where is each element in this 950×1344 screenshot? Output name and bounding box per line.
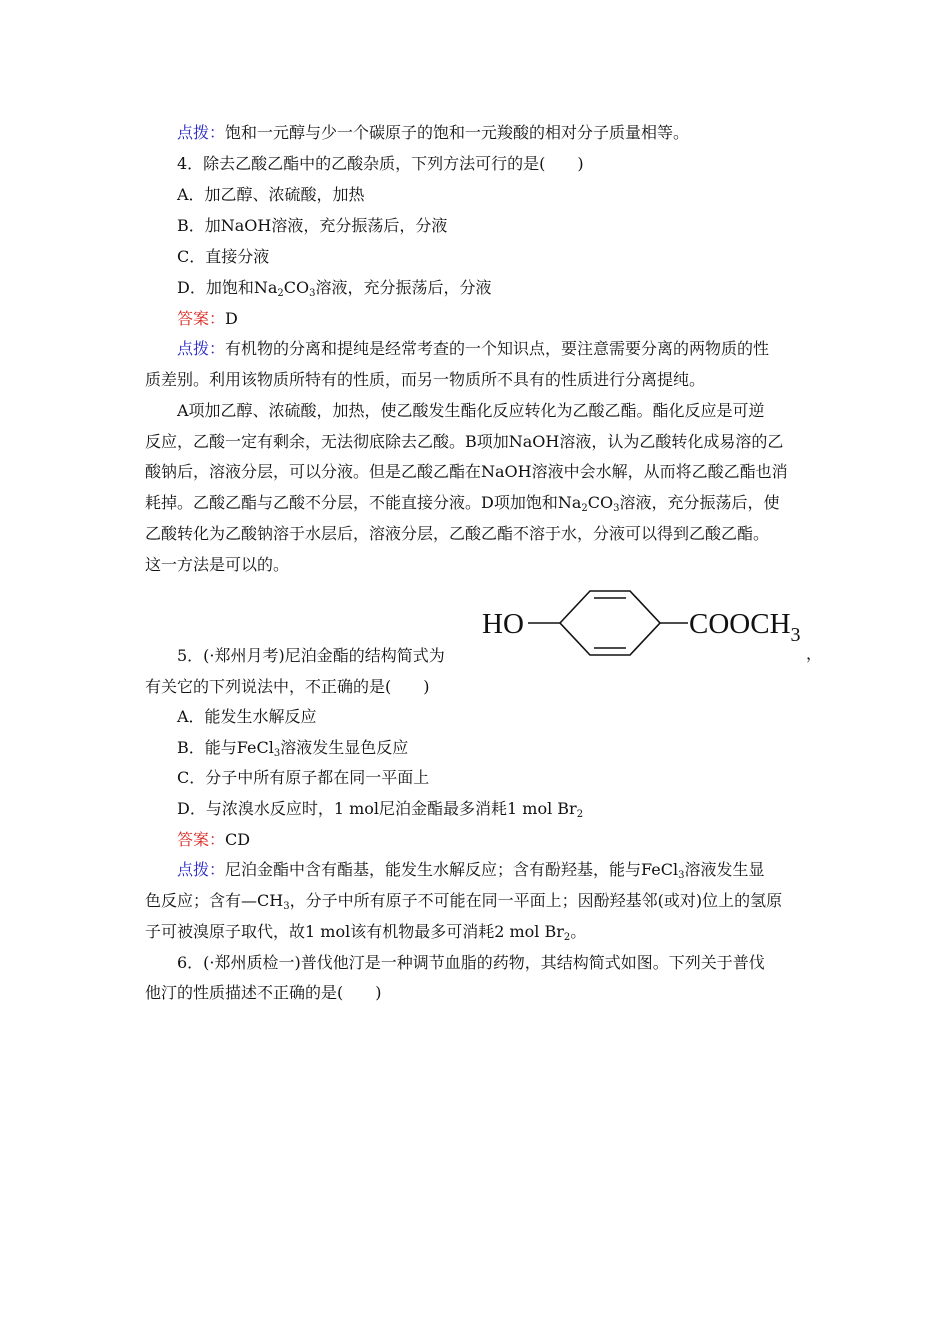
q5-option-a: A．能发生水解反应	[177, 707, 317, 726]
q5-stem-comma: ，	[806, 644, 823, 663]
q4-hint-line-1: 点拨：有机物的分离和提纯是经常考查的一个知识点，要注意需要分离的两物质的性	[177, 339, 770, 358]
q4-option-d: D．加饱和$Na_2CO_3$溶液，充分振荡后，分液	[177, 278, 492, 299]
q5-hint-line-3: 子可被溴原子取代，故1 mol该有机物最多可消耗2 mol $Br_2$。	[145, 922, 587, 943]
q5-option-d: D．与浓溴水反应时，1 mol尼泊金酯最多消耗1 mol $Br_2$	[177, 799, 584, 820]
q5-answer: 答案：CD	[177, 830, 251, 849]
q4-hint-line-2: 质差别。利用该物质所特有的性质，而另一物质所不具有的性质进行分离提纯。	[145, 370, 706, 389]
q5-hint-line-1: 点拨：尼泊金酯中含有酯基，能发生水解反应；含有酚羟基，能与FeCl$_3$溶液发生显	[177, 860, 765, 881]
q4-answer: 答案：D	[177, 309, 238, 328]
q4-explanation-line-6: 这一方法是可以的。	[145, 555, 290, 574]
hint-1: 点拨：饱和一元醇与少一个碳原子的饱和一元羧酸的相对分子质量相等。	[177, 123, 690, 142]
q4-explanation-line-1: A项加乙醇、浓硫酸，加热，使乙酸发生酯化反应转化为乙酸乙酯。酯化反应是可逆	[177, 401, 765, 420]
q4-option-b: B．加NaOH溶液，充分振荡后，分液	[177, 216, 448, 235]
q5-hint-line-2: 色反应；含有$—CH_3$，分子中所有原子不可能在同一平面上；因酚羟基邻(或对)位上的氢原	[145, 891, 783, 912]
q5-option-c: C．分子中所有原子都在同一平面上	[177, 768, 430, 787]
q4-option-a: A．加乙醇、浓硫酸，加热	[177, 185, 365, 204]
q4-stem: 4．除去乙酸乙酯中的乙酸杂质，下列方法可行的是( )	[177, 154, 584, 173]
q6-stem-line-2: 他汀的性质描述不正确的是( )	[145, 983, 382, 1002]
q4-explanation-line-2: 反应，乙酸一定有剩余，无法彻底除去乙酸。B项加NaOH溶液，认为乙酸转化成易溶的乙	[145, 432, 784, 451]
q4-explanation-line-4: 耗掉。乙酸乙酯与乙酸不分层，不能直接分液。D项加饱和$Na_2CO_3$溶液，充分振荡后，使	[145, 493, 780, 514]
structure-cooch3-label: $COOCH_3$	[689, 608, 801, 646]
q4-explanation-line-3: 酸钠后，溶液分层，可以分液。但是乙酸乙酯在NaOH溶液中会水解，从而将乙酸乙酯也消	[145, 462, 788, 481]
q4-option-c: C．直接分液	[177, 247, 270, 266]
q4-explanation-line-5: 乙酸转化为乙酸钠溶于水层后，溶液分层，乙酸乙酯不溶于水，分液可以得到乙酸乙酯。	[145, 524, 770, 543]
q5-stem-line-1: 5．(·郑州月考)尼泊金酯的结构简式为	[177, 646, 445, 665]
structure-ho-label: HO	[482, 608, 524, 640]
q5-option-b: B．能与FeCl$_3$溶液发生显色反应	[177, 738, 409, 759]
q6-stem-line-1: 6．(·郑州质检一)普伐他汀是一种调节血脂的药物，其结构简式如图。下列关于普伐	[177, 953, 765, 972]
q5-stem-line-2: 有关它的下列说法中，不正确的是( )	[145, 677, 430, 696]
